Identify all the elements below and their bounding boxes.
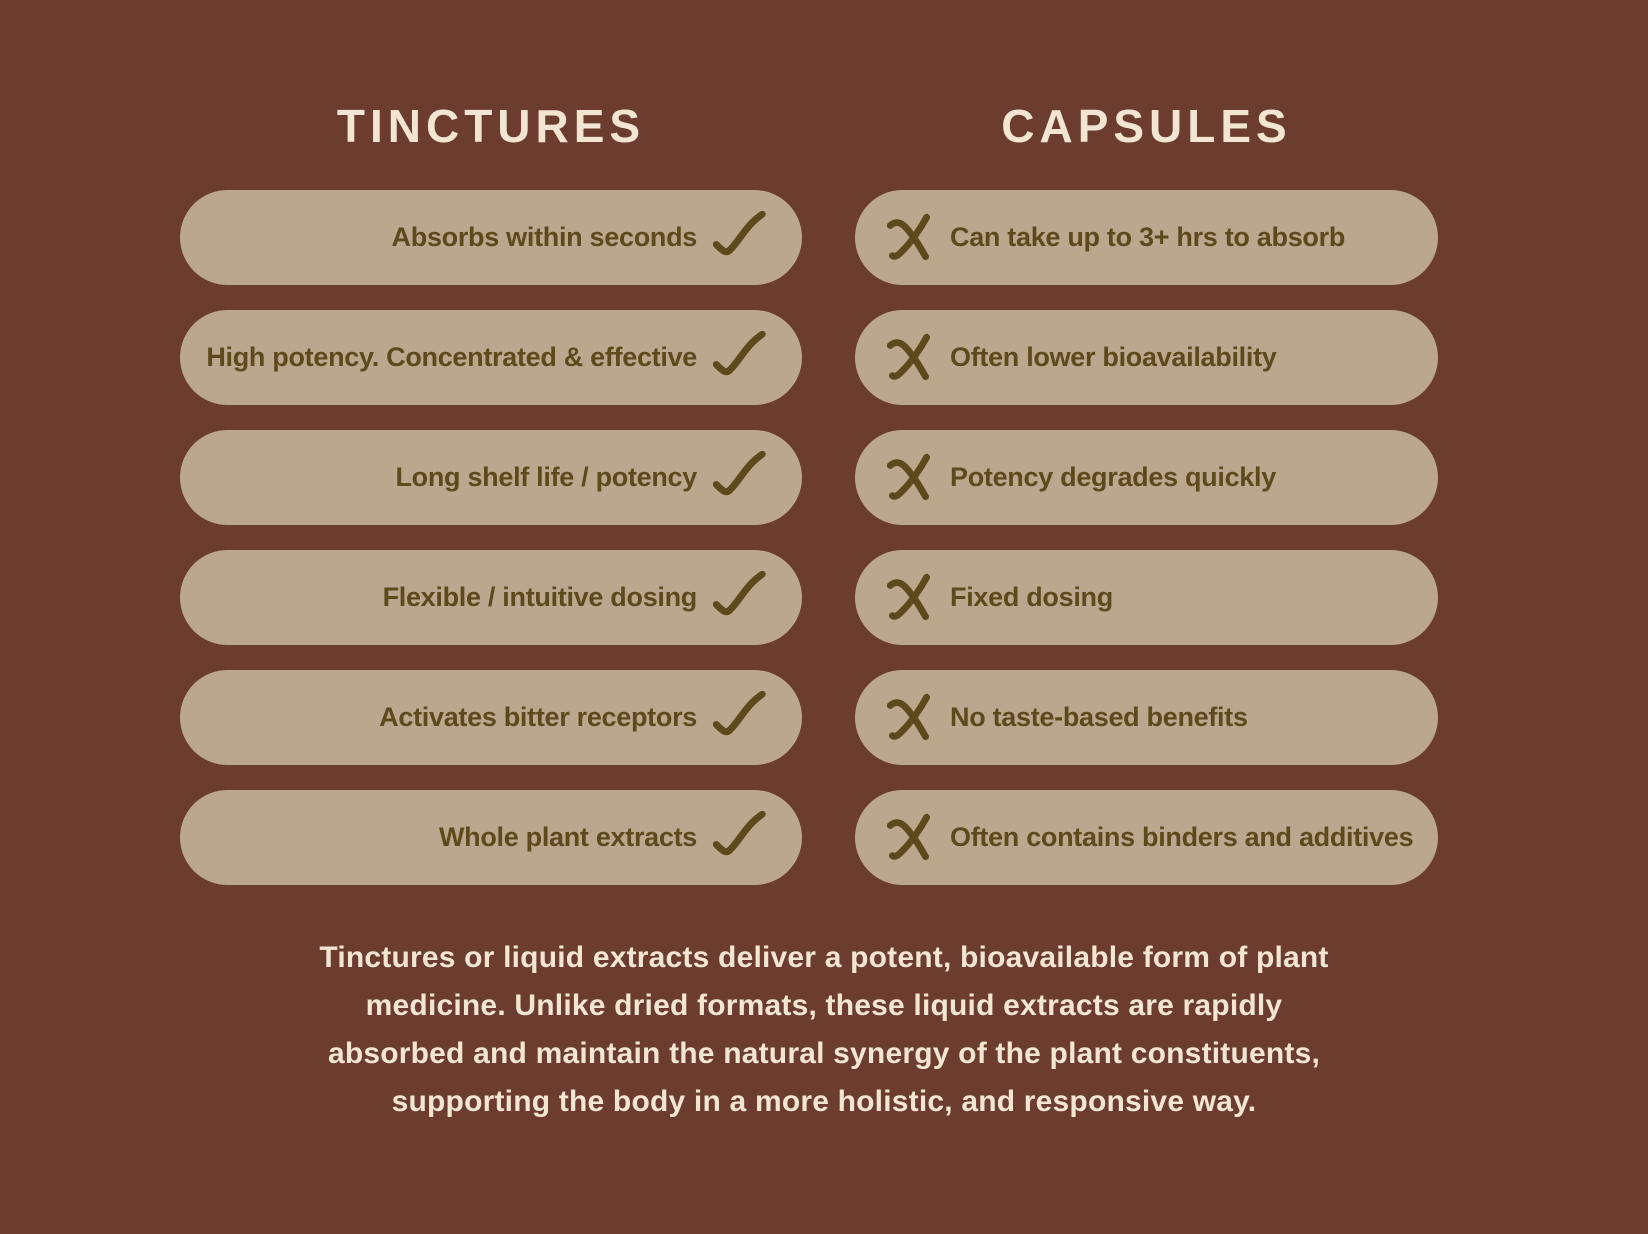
capsule-drawback-pill: [855, 190, 1438, 285]
check-icon: [710, 211, 768, 265]
column-title-capsules: CAPSULES: [1001, 100, 1292, 152]
tincture-benefit-pill: [180, 790, 802, 885]
pill-label: High potency. Concentrated & effective: [206, 342, 697, 372]
tincture-benefit-pill: [180, 670, 802, 765]
tincture-benefit-pill: [180, 190, 802, 285]
footer-line: supporting the body in a more holistic, and responsive way.: [391, 1085, 1257, 1118]
x-icon: [883, 572, 937, 624]
pill-label: Potency degrades quickly: [950, 462, 1276, 492]
check-icon: [710, 691, 768, 745]
tincture-benefit-pill: [180, 550, 802, 645]
pill-label: Absorbs within seconds: [391, 222, 697, 252]
capsule-drawback-pill: [855, 310, 1438, 405]
footer-line: medicine. Unlike dried formats, these liquid extracts are rapidly: [365, 989, 1283, 1022]
pill-label: No taste-based benefits: [950, 702, 1248, 732]
capsule-drawback-pill: [855, 670, 1438, 765]
x-icon: [883, 692, 937, 744]
check-icon: [710, 571, 768, 625]
pill-label: Flexible / intuitive dosing: [382, 582, 697, 612]
pill-label: Whole plant extracts: [438, 822, 697, 852]
pill-label: Fixed dosing: [950, 582, 1113, 612]
x-icon: [883, 212, 937, 264]
pill-label: Often lower bioavailability: [950, 342, 1277, 372]
check-icon: [710, 331, 768, 385]
x-icon: [883, 812, 937, 864]
footer-description: [164, 934, 1484, 1126]
pill-label: Often contains binders and additives: [950, 822, 1414, 852]
check-icon: [710, 451, 768, 505]
tincture-benefit-pill: [180, 430, 802, 525]
x-icon: [883, 332, 937, 384]
pill-label: Long shelf life / potency: [395, 462, 697, 492]
column-title-tinctures: TINCTURES: [336, 100, 646, 152]
tincture-benefit-pill: [180, 310, 802, 405]
capsule-drawback-pill: [855, 430, 1438, 525]
footer-line: Tinctures or liquid extracts deliver a potent, bioavailable form of plant: [319, 941, 1329, 974]
capsule-drawback-pill: [855, 790, 1438, 885]
check-icon: [710, 811, 768, 865]
footer-line: absorbed and maintain the natural synergy of the plant constituents,: [327, 1037, 1321, 1070]
capsule-drawback-pill: [855, 550, 1438, 645]
comparison-grid: [180, 190, 1438, 885]
pill-label: Can take up to 3+ hrs to absorb: [950, 222, 1346, 252]
pill-label: Activates bitter receptors: [379, 702, 697, 732]
x-icon: [883, 452, 937, 504]
